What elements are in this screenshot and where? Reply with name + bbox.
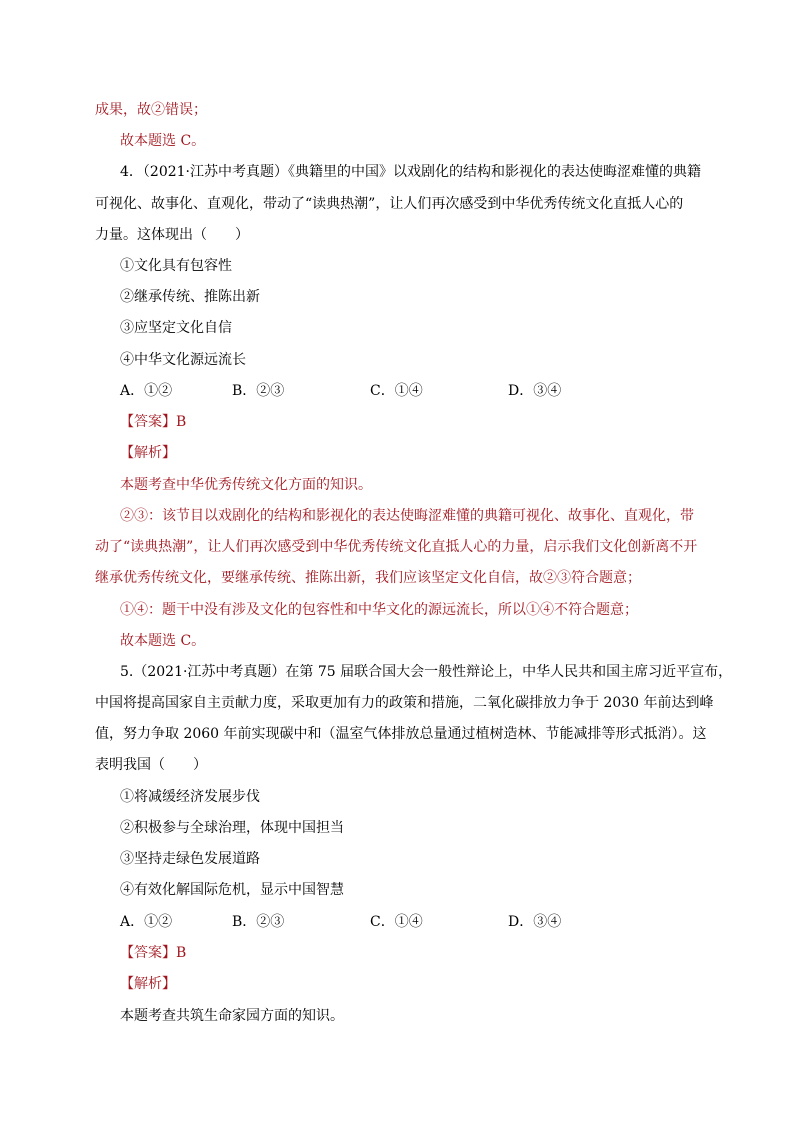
q5-option-b: B．②③ — [232, 914, 285, 930]
q4-item-1: ①文化具有包容性 — [120, 258, 232, 274]
q4-option-d: D．③④ — [508, 383, 562, 399]
q4-stem-line-2: 可视化、故事化、直观化，带动了“读典热潮”，让人们再次感受到中华优秀传统文化直抵人心的 — [95, 196, 684, 212]
q5-option-c: C．①④ — [370, 914, 423, 930]
q5-analysis-intro: 本题考查共筑生命家园方面的知识。 — [120, 1008, 344, 1024]
q5-answer: 【答案】B — [120, 945, 187, 961]
q5-option-a: A．①② — [120, 914, 173, 930]
q4-explanation-line-1: ②③：该节目以戏剧化的结构和影视化的表达使晦涩难懂的典籍可视化、故事化、直观化，带 — [120, 508, 694, 524]
q5-stem-line-1: 5.（2021·江苏中考真题）在第 75 届联合国大会一般性辩论上，中华人民共和国主席习近平宣布， — [120, 664, 733, 680]
q5-analysis-label: 【解析】 — [120, 976, 176, 992]
q5-stem-line-4: 表明我国（ ） — [95, 757, 207, 773]
prev-analysis-line: 成果，故②错误； — [95, 102, 207, 118]
q5-item-1: ①将减缓经济发展步伐 — [120, 789, 260, 805]
q4-analysis-label: 【解析】 — [120, 445, 176, 461]
q4-item-2: ②继承传统、推陈出新 — [120, 289, 260, 305]
q5-stem-line-3: 值，努力争取 2060 年前实现碳中和（温室气体排放总量通过植树造林、节能减排等形式抵消）。这 — [95, 726, 707, 742]
q4-option-a: A．①② — [120, 383, 173, 399]
q4-stem-line-3: 力量。这体现出（ ） — [95, 227, 249, 243]
q4-item-3: ③应坚定文化自信 — [120, 320, 232, 336]
q4-option-c: C．①④ — [370, 383, 423, 399]
q5-item-4: ④有效化解国际危机，显示中国智慧 — [120, 882, 344, 898]
q4-conclusion: 故本题选 C。 — [120, 633, 206, 649]
prev-conclusion: 故本题选 C。 — [120, 133, 206, 149]
q4-stem-line-1: 4．（2021·江苏中考真题）《典籍里的中国》以戏剧化的结构和影视化的表达使晦涩难懂的典籍 — [120, 164, 701, 180]
q4-explanation-line-2: 动了“读典热潮”，让人们再次感受到中华优秀传统文化直抵人心的力量，启示我们文化创新离不开 — [95, 539, 698, 555]
q5-item-3: ③坚持走绿色发展道路 — [120, 851, 260, 867]
q5-item-2: ②积极参与全球治理，体现中国担当 — [120, 820, 344, 836]
q5-option-d: D．③④ — [508, 914, 562, 930]
q4-explanation-line-4: ①④：题干中没有涉及文化的包容性和中华文化的源远流长，所以①④不符合题意； — [120, 602, 638, 618]
q4-analysis-intro: 本题考查中华优秀传统文化方面的知识。 — [120, 477, 372, 493]
q4-item-4: ④中华文化源远流长 — [120, 352, 246, 368]
q5-stem-line-2: 中国将提高国家自主贡献力度，采取更加有力的政策和措施，二氧化碳排放力争于 2030 年前达到峰 — [95, 695, 714, 711]
q4-explanation-line-3: 继承优秀传统文化，要继承传统、推陈出新，我们应该坚定文化自信，故②③符合题意； — [95, 570, 641, 586]
q4-answer: 【答案】B — [120, 414, 187, 430]
q4-option-b: B．②③ — [232, 383, 285, 399]
